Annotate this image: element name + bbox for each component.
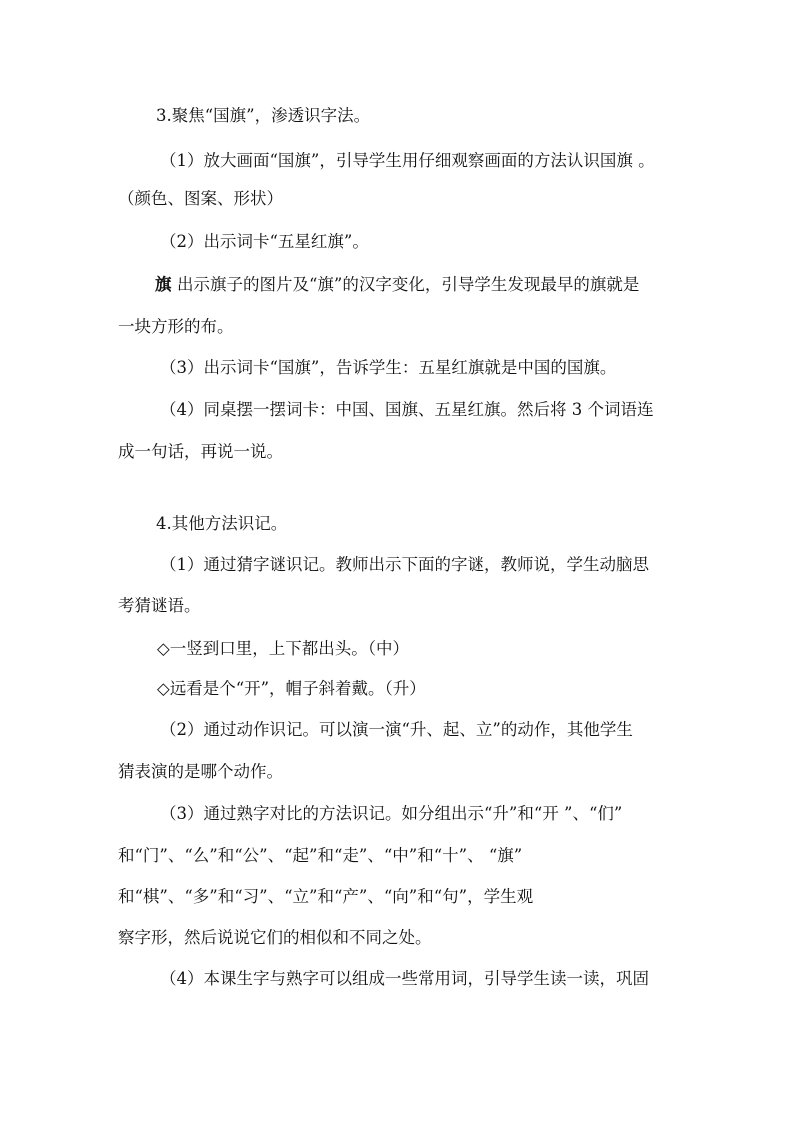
paragraph-line: （2）通过动作识记。可以演一演“升、起、立”的动作，其他学生 (160, 720, 633, 739)
paragraph-line: （3）出示词卡“国旗”，告诉学生：五星红旗就是中国的国旗。 (160, 358, 617, 377)
paragraph-line: （1）通过猜字谜识记。教师出示下面的字谜，教师说，学生动脑思 (160, 555, 649, 574)
paragraph-line: 考猜谜语。 (118, 596, 201, 615)
paragraph-line: （颜色、图案、形状） (118, 189, 283, 208)
riddle-item: ◇一竖到口里，上下都出头。（中） (157, 639, 409, 658)
paragraph-line: （4）同桌摆一摆词卡：中国、国旗、五星红旗。然后将 3 个词语连 (160, 400, 654, 419)
paragraph-line: 出示旗子的图片及“旗”的汉字变化，引导学生发现最早的旗就是 (177, 275, 640, 294)
paragraph-line: 成一句话，再说一说。 (118, 442, 283, 461)
paragraph-line: （3）通过熟字对比的方法识记。如分组出示“升”和“开 ”、“们” (160, 804, 623, 823)
section-heading-4: 4.其他方法识记。 (156, 514, 288, 533)
section-heading-3: 3.聚焦“国旗”，渗透识字法。 (156, 106, 371, 125)
paragraph-line: 猜表演的是哪个动作。 (118, 762, 283, 781)
paragraph-line: 一块方形的布。 (118, 317, 234, 336)
paragraph-line: （1）放大画面“国旗”，引导学生用仔细观察画面的方法认识国旗 。 (160, 151, 655, 170)
paragraph-line: 察字形，然后说说它们的相似和不同之处。 (118, 928, 432, 947)
paragraph-line: 和“门”、“么”和“公”、“起”和“走”、“中”和“十”、 “旗” (118, 846, 523, 865)
character-glyph-qi: 旗 (155, 275, 172, 294)
paragraph-line: （4）本课生字与熟字可以组成一些常用词，引导学生读一读，巩固 (160, 969, 649, 988)
riddle-item: ◇远看是个“开”，帽子斜着戴。（升） (157, 679, 426, 698)
paragraph-line: （2）出示词卡“五星红旗”。 (160, 232, 369, 251)
paragraph-line: 和“棋”、“多”和“习”、“立”和“产”、“向”和“句”，学生观 (118, 887, 534, 906)
